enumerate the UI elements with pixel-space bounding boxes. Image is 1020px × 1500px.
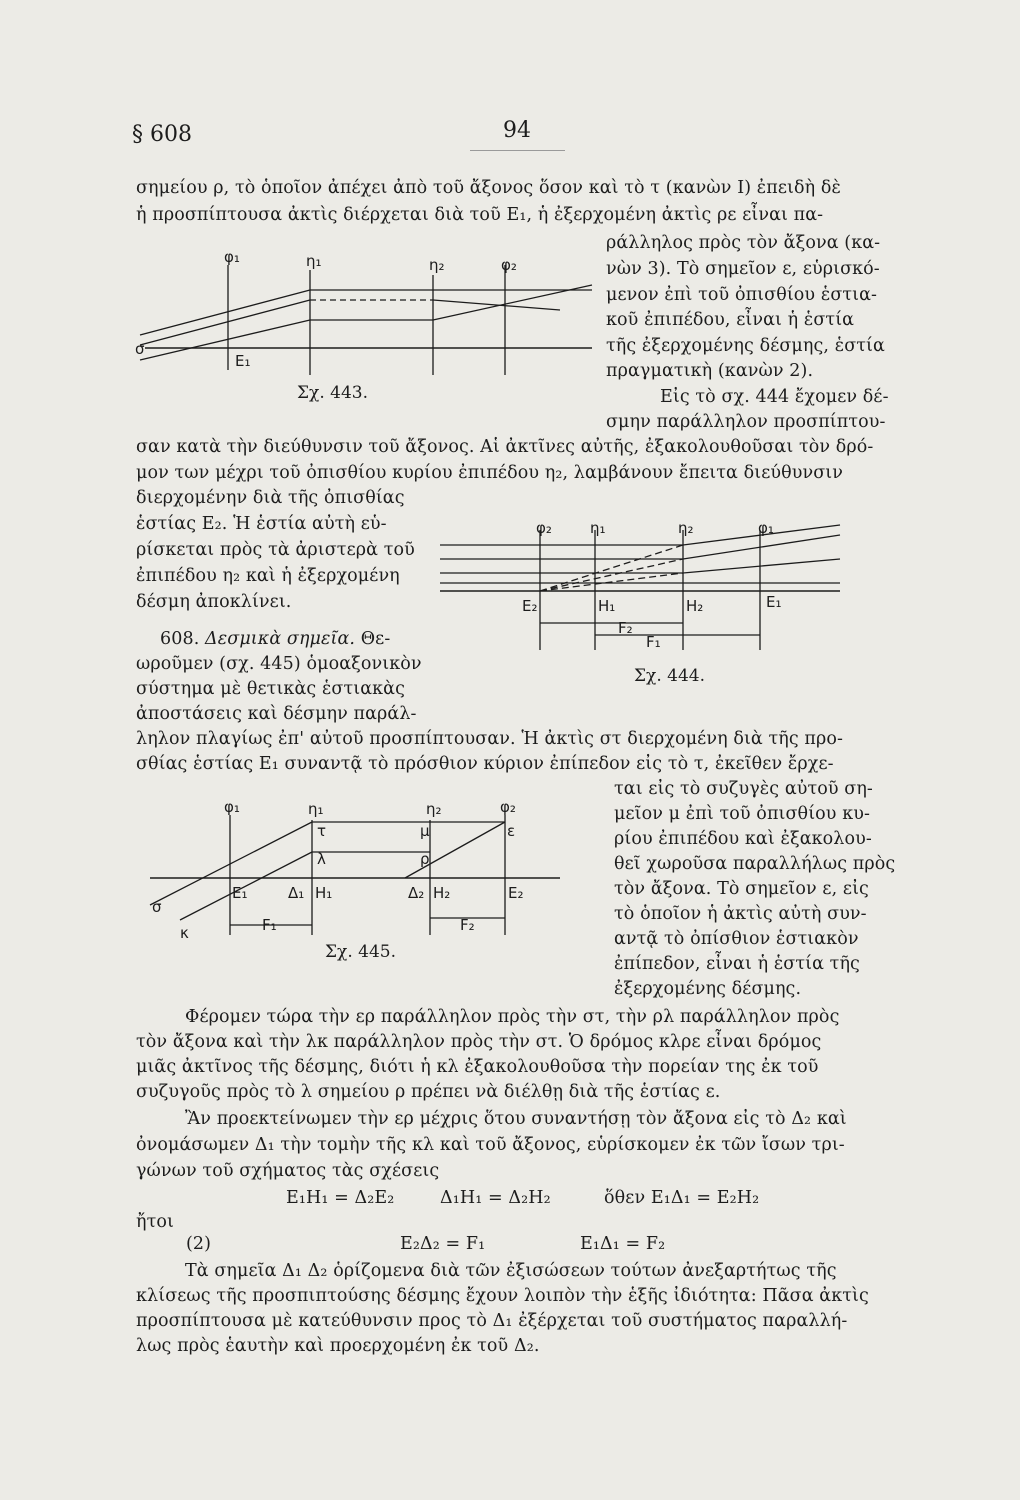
ray bbox=[683, 559, 840, 573]
label-H1: Η₁ bbox=[315, 884, 333, 902]
section-heading bbox=[160, 627, 390, 651]
text-line: προσπίπτουσα μὲ κατεύθυνσιν προς τὸ Δ₁ ἐξέρχεται τοῦ συστήματος παραλλή- bbox=[136, 1311, 848, 1331]
text-line: τῆς ἐξερχομένης δέσμης, ἑστία bbox=[606, 336, 885, 356]
header-rule bbox=[470, 150, 565, 151]
text-line: μον των μέχρι τοῦ ὀπισθίου κυρίου ἐπιπέδου η₂, λαμβάνουν ἔπειτα διεύθυνσιν bbox=[136, 463, 843, 483]
label-D1: Δ₁ bbox=[288, 884, 305, 902]
label-H2: Η₂ bbox=[433, 884, 451, 902]
text-line: τὸν ἄξονα καὶ τὴν λκ παράλληλον πρὸς τὴν στ. Ὁ δρόμος κλρε εἶναι δρόμος bbox=[136, 1032, 822, 1052]
text-line: ἐξερχομένης δέσμης. bbox=[614, 979, 802, 999]
text-line: αντᾷ τὸ ὀπίσθιον ἑστιακὸν bbox=[614, 929, 859, 949]
label-eta1: η₁ bbox=[590, 519, 606, 537]
label-H2: Η₂ bbox=[686, 597, 704, 615]
text-line: σαν κατὰ τὴν διεύθυνσιν τοῦ ἄξονος. Αἱ ἀκτῖνες αὐτῆς, ἐξακολουθοῦσαι τὸν δρό- bbox=[136, 437, 874, 457]
label-E1: Ε₁ bbox=[235, 352, 251, 370]
label-H1: Η₁ bbox=[598, 597, 616, 615]
label-epsilon: ε bbox=[507, 822, 516, 840]
label-eta2: η₂ bbox=[426, 800, 442, 818]
page-number: 94 bbox=[503, 118, 531, 143]
label-eta1: η₁ bbox=[306, 252, 322, 270]
text-line: ρίου ἐπιπέδου καὶ ἐξακολου- bbox=[614, 829, 872, 849]
figure-443-diagram bbox=[135, 248, 610, 380]
text-line: Εἰς τὸ σχ. 444 ἔχομεν δέ- bbox=[660, 387, 889, 407]
text-line: ὀνομάσωμεν Δ₁ τὴν τομὴν τῆς κλ καὶ τοῦ ἄξονος, εὑρίσκομεν ἐκ τῶν ἴσων τρι- bbox=[136, 1135, 845, 1155]
label-phi2: φ₂ bbox=[501, 256, 517, 274]
text-line: μεῖον μ ἐπὶ τοῦ ὀπισθίου κυ- bbox=[614, 804, 870, 824]
text-line: δέσμη ἀποκλίνει. bbox=[136, 592, 292, 612]
equation: Ε₁Η₁ = Δ₂Ε₂ bbox=[286, 1188, 395, 1208]
figure-445-diagram bbox=[150, 800, 600, 950]
ray bbox=[683, 535, 840, 559]
ray bbox=[140, 300, 310, 345]
ray bbox=[140, 290, 310, 335]
text-line: μενον ἐπὶ τοῦ ὀπισθίου ἑστια- bbox=[606, 285, 878, 305]
text-line: κλίσεως τῆς προσπιπτούσης δέσμης ἔχουν λοιπὸν τὴν ἑξῆς ἰδιότητα: Πᾶσα ἀκτὶς bbox=[136, 1286, 869, 1306]
label-F2: F₂ bbox=[618, 619, 633, 637]
label-E1: Ε₁ bbox=[232, 884, 248, 902]
label-rho: ρ bbox=[420, 850, 430, 868]
text-line: σημείου ρ, τὸ ὁποῖον ἀπέχει ἀπὸ τοῦ ἄξονος ὅσον καὶ τὸ τ (κανὼν Ι) ἐπειδὴ δὲ bbox=[136, 178, 842, 198]
equation: Ε₁Δ₁ = F₂ bbox=[580, 1234, 666, 1254]
label-sigma: σ bbox=[152, 898, 162, 916]
text-line: ἀποστάσεις καὶ δέσμην παράλ- bbox=[136, 704, 417, 724]
text-line: ρίσκεται πρὸς τὰ ἀριστερὰ τοῦ bbox=[136, 540, 415, 560]
section-title: Δεσμικὰ σημεῖα. bbox=[205, 629, 356, 649]
label-phi1: φ₁ bbox=[224, 798, 240, 816]
text-line: ράλληλος πρὸς τὸν ἄξονα (κα- bbox=[606, 233, 881, 253]
label-phi2: φ₂ bbox=[500, 798, 516, 816]
text-line: σύστημα μὲ θετικὰς ἑστιακὰς bbox=[136, 679, 405, 699]
text-line: νὼν 3). Τὸ σημεῖον ε, εὑρισκό- bbox=[606, 259, 880, 279]
label-eta1: η₁ bbox=[308, 800, 324, 818]
ray bbox=[540, 573, 683, 591]
ray bbox=[433, 300, 560, 310]
label-D2: Δ₂ bbox=[408, 884, 425, 902]
text-line: ωροῦμεν (σχ. 445) ὁμοαξονικὸν bbox=[136, 654, 422, 674]
ray bbox=[540, 545, 683, 591]
equation-number: (2) bbox=[186, 1234, 212, 1254]
label-tau: τ bbox=[317, 822, 327, 840]
section-heading-rest: Θε- bbox=[360, 629, 391, 649]
label-phi2: φ₂ bbox=[536, 519, 552, 537]
text-line: πραγματικὴ (κανὼν 2). bbox=[606, 361, 814, 381]
text-line: σμην παράλληλον προσπίπτου- bbox=[606, 412, 886, 432]
ray bbox=[140, 320, 310, 360]
label-lambda: λ bbox=[317, 850, 326, 868]
text-line: διερχομένην διὰ τῆς ὀπισθίας bbox=[136, 488, 405, 508]
text-line: Τὰ σημεῖα Δ₁ Δ₂ ὁρίζομενα διὰ τῶν ἐξισώσεων τούτων ἀνεξαρτήτως τῆς bbox=[185, 1261, 837, 1281]
equation-etoi: ἤτοι bbox=[136, 1212, 174, 1232]
label-phi1: φ₁ bbox=[758, 519, 774, 537]
equation: Ε₂Δ₂ = F₁ bbox=[400, 1234, 486, 1254]
label-E1: Ε₁ bbox=[766, 593, 782, 611]
text-line: ἑστίας Ε₂. Ἡ ἑστία αὐτὴ εὑ- bbox=[136, 514, 387, 534]
label-phi1: φ₁ bbox=[224, 248, 240, 266]
label-E2: Ε₂ bbox=[508, 884, 524, 902]
label-F1: F₁ bbox=[646, 633, 661, 651]
figure-444-caption: Σχ. 444. bbox=[634, 666, 705, 686]
figure-444-diagram bbox=[440, 515, 860, 660]
text-line: θεῖ χωροῦσα παραλλήλως πρὸς bbox=[614, 854, 896, 874]
text-line: τὸ ὁποῖον ἡ ἀκτὶς αὐτὴ συν- bbox=[614, 904, 867, 924]
text-line: κοῦ ἐπιπέδου, εἶναι ἡ ἑστία bbox=[606, 310, 855, 330]
equation: ὅθεν Ε₁Δ₁ = Ε₂Η₂ bbox=[604, 1188, 760, 1208]
text-line: Ἂν προεκτείνωμεν τὴν ερ μέχρις ὅτου συναντήσῃ τὸν ἄξονα εἰς τὸ Δ₂ καὶ bbox=[185, 1109, 847, 1129]
label-kappa: κ bbox=[180, 924, 189, 942]
section-number: 608. bbox=[160, 629, 200, 649]
text-line: ται εἰς τὸ συζυγὲς αὐτοῦ ση- bbox=[614, 779, 873, 799]
label-sigma: σ bbox=[135, 340, 145, 358]
text-line: ἡ προσπίπτουσα ἀκτὶς διέρχεται διὰ τοῦ Ε₁, ἡ ἐξερχομένη ἀκτὶς ρε εἶναι πα- bbox=[136, 205, 824, 225]
text-line: λως πρὸς ἑαυτὴν καὶ προερχομένη ἐκ τοῦ Δ₂. bbox=[136, 1336, 540, 1356]
figure-443-caption: Σχ. 443. bbox=[297, 383, 368, 403]
ray bbox=[540, 559, 683, 591]
text-line: Φέρομεν τώρα τὴν ερ παράλληλον πρὸς τὴν στ, τὴν ρλ παράλληλον πρὸς bbox=[185, 1007, 840, 1027]
label-eta2: η₂ bbox=[678, 519, 694, 537]
label-eta2: η₂ bbox=[429, 256, 445, 274]
label-F2: F₂ bbox=[460, 916, 475, 934]
figure-445-caption: Σχ. 445. bbox=[325, 942, 396, 962]
label-F1: F₁ bbox=[262, 916, 277, 934]
text-line: μιᾶς ἀκτῖνος τῆς δέσμης, διότι ἡ κλ ἐξακολουθοῦσα τὴν πορείαν της ἐκ τοῦ bbox=[136, 1057, 819, 1077]
section-marker: § 608 bbox=[132, 122, 192, 147]
text-line: σθίας ἑστίας Ε₁ συναντᾷ τὸ πρόσθιον κύριον ἐπίπεδον εἰς τὸ τ, ἐκεῖθεν ἔρχε- bbox=[136, 754, 834, 774]
label-E2: Ε₂ bbox=[522, 597, 538, 615]
equation: Δ₁Η₁ = Δ₂Η₂ bbox=[440, 1188, 551, 1208]
text-line: ληλον πλαγίως ἐπ' αὐτοῦ προσπίπτουσαν. Ἡ ἀκτὶς στ διερχομένη διὰ τῆς προ- bbox=[136, 729, 844, 749]
text-line: τὸν ἄξονα. Τὸ σημεῖον ε, εἰς bbox=[614, 879, 869, 899]
text-line: συζυγοῦς πρὸς τὸ λ σημείου ρ πρέπει νὰ διέλθῃ διὰ τῆς ἑστίας ε. bbox=[136, 1082, 721, 1102]
text-line: ἐπίπεδον, εἶναι ἡ ἑστία τῆς bbox=[614, 954, 860, 974]
text-line: ἐπιπέδου η₂ καὶ ἡ ἐξερχομένη bbox=[136, 566, 400, 586]
text-line: γώνων τοῦ σχήματος τὰς σχέσεις bbox=[136, 1161, 440, 1181]
label-mu: μ bbox=[420, 822, 430, 840]
